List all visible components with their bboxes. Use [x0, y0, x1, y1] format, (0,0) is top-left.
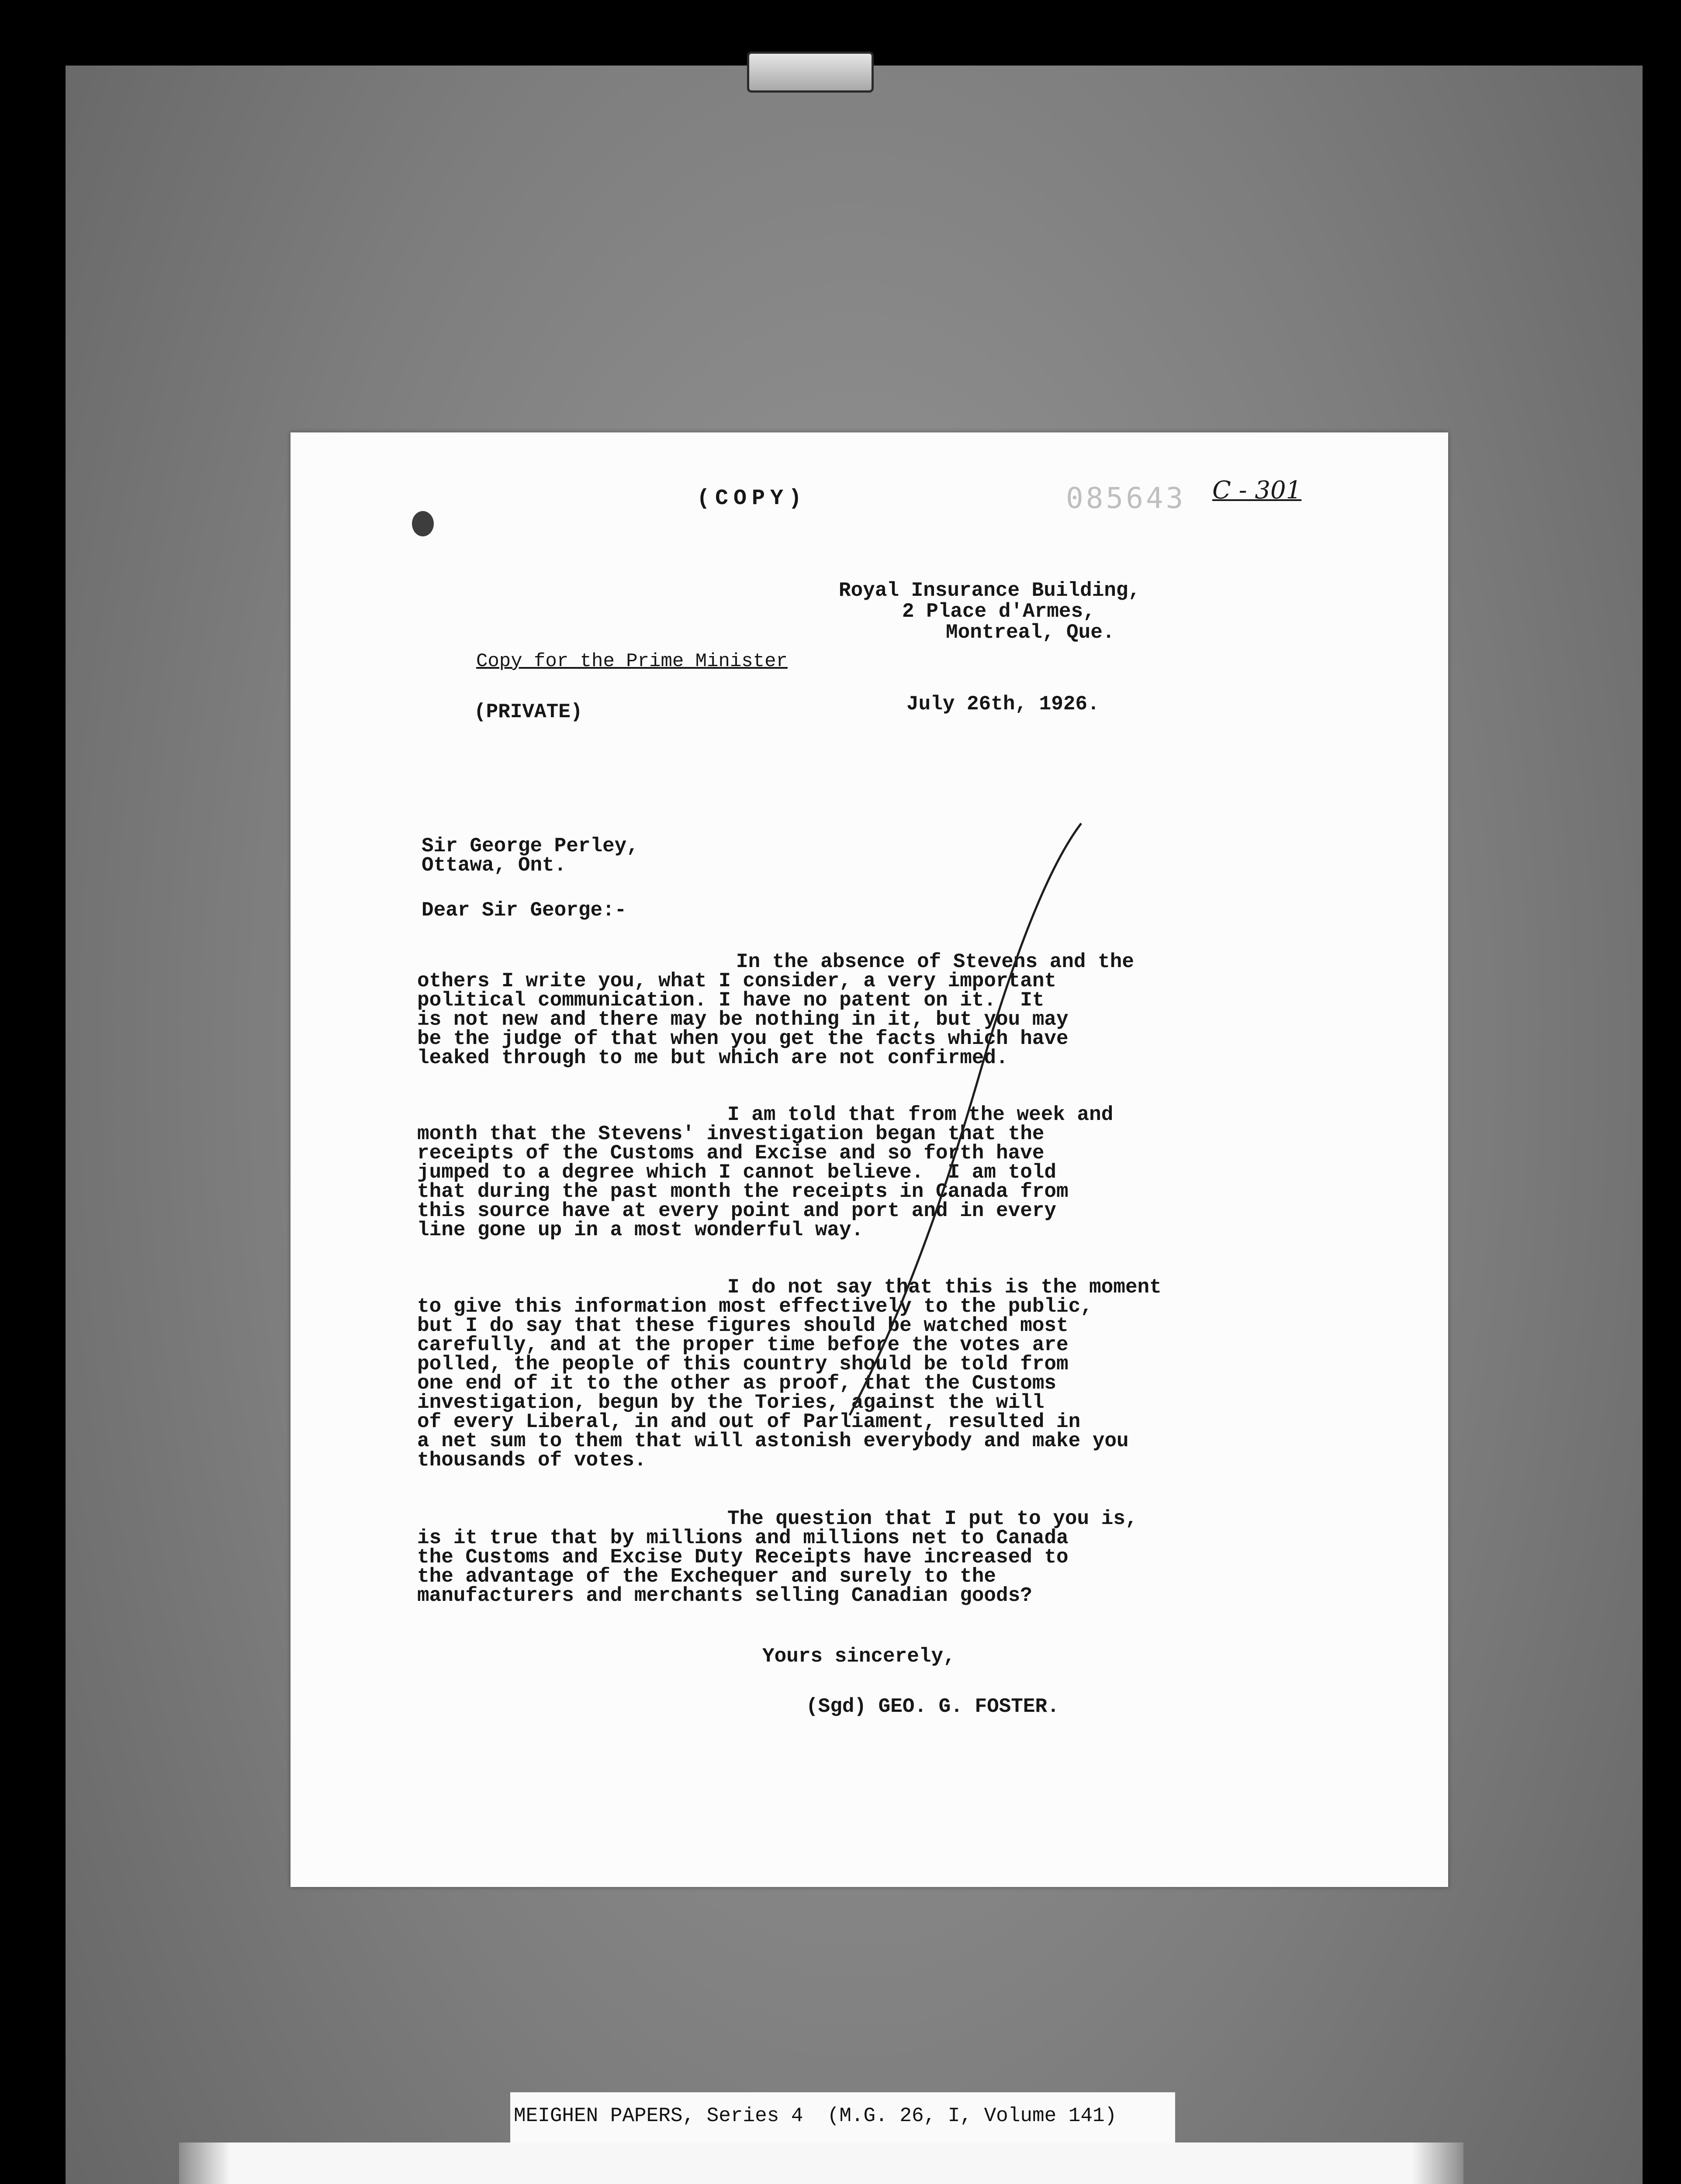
text-line: to give this information most effectively to the public, — [417, 1295, 1093, 1318]
text-line: month that the Stevens' investigation began that the — [417, 1123, 1045, 1145]
text-line: a net sum to them that will astonish everybody and make you — [417, 1430, 1129, 1452]
archive-stamp-number: 085643 — [1066, 481, 1186, 515]
text-line: of every Liberal, in and out of Parliament, resulted in — [417, 1410, 1081, 1433]
text-line: that during the past month the receipts in Canada from — [417, 1180, 1069, 1203]
text-line: but I do say that these figures should be watched most — [417, 1314, 1069, 1337]
text-line: manufacturers and merchants selling Canadian goods? — [417, 1584, 1032, 1607]
address-line: Royal Insurance Building, — [839, 579, 1141, 602]
text-line: I do not say that this is the moment — [727, 1276, 1162, 1299]
letter-date: July 26th, 1926. — [906, 693, 1100, 715]
text-line: this source have at every point and port and in every — [417, 1199, 1057, 1222]
signature: (Sgd) GEO. G. FOSTER. — [806, 1695, 1059, 1718]
text-line: one end of it to the other as proof, that the Customs — [417, 1372, 1057, 1395]
text-line: thousands of votes. — [417, 1449, 647, 1472]
salutation: Dear Sir George:- — [422, 899, 627, 922]
recipient-line: Sir George Perley, — [422, 835, 639, 857]
archive-reference: C - 301 — [1212, 476, 1302, 505]
text-line: investigation, begun by the Tories, against the will — [417, 1391, 1045, 1414]
recipient-line: Ottawa, Ont. — [422, 854, 567, 877]
copy-note: Copy for the Prime Minister — [476, 650, 788, 672]
text-line: political communication. I have no patent on it. It — [417, 989, 1045, 1012]
pen-stroke-mark — [291, 432, 1448, 1887]
text-line: The question that I put to you is, — [727, 1507, 1138, 1530]
text-line: polled, the people of this country should be told from — [417, 1353, 1069, 1375]
text-line: receipts of the Customs and Excise and so forth have — [417, 1142, 1045, 1165]
text-line: carefully, and at the proper time before the votes are — [417, 1334, 1069, 1356]
text-line: is it true that by millions and millions net to Canada — [417, 1527, 1069, 1549]
text-line: is not new and there may be nothing in it, but you may — [417, 1008, 1069, 1031]
archive-label-card — [179, 2143, 1463, 2184]
text-line: others I write you, what I consider, a very important — [417, 970, 1057, 992]
collection-citation: MEIGHEN PAPERS, Series 4 (M.G. 26, I, Volume 141) — [514, 2105, 1117, 2127]
private-label: (PRIVATE) — [474, 701, 583, 723]
letter-page — [291, 432, 1448, 1887]
closing: Yours sincerely, — [762, 1645, 955, 1668]
text-line: be the judge of that when you get the facts which have — [417, 1027, 1069, 1050]
text-line: leaked through to me but which are not confirmed. — [417, 1047, 1008, 1069]
text-line: In the absence of Stevens and the — [736, 950, 1134, 973]
text-line: the advantage of the Exchequer and surely to the — [417, 1565, 996, 1588]
text-line: I am told that from the week and — [727, 1103, 1114, 1126]
binder-clip — [747, 52, 874, 93]
address-line: 2 Place d'Armes, — [902, 600, 1095, 623]
text-line: the Customs and Excise Duty Receipts have increased to — [417, 1546, 1069, 1569]
copy-header: (COPY) — [697, 486, 807, 511]
text-line: line gone up in a most wonderful way. — [417, 1219, 864, 1241]
text-line: jumped to a degree which I cannot believe. I am told — [417, 1161, 1057, 1184]
address-line: Montreal, Que. — [946, 621, 1115, 644]
